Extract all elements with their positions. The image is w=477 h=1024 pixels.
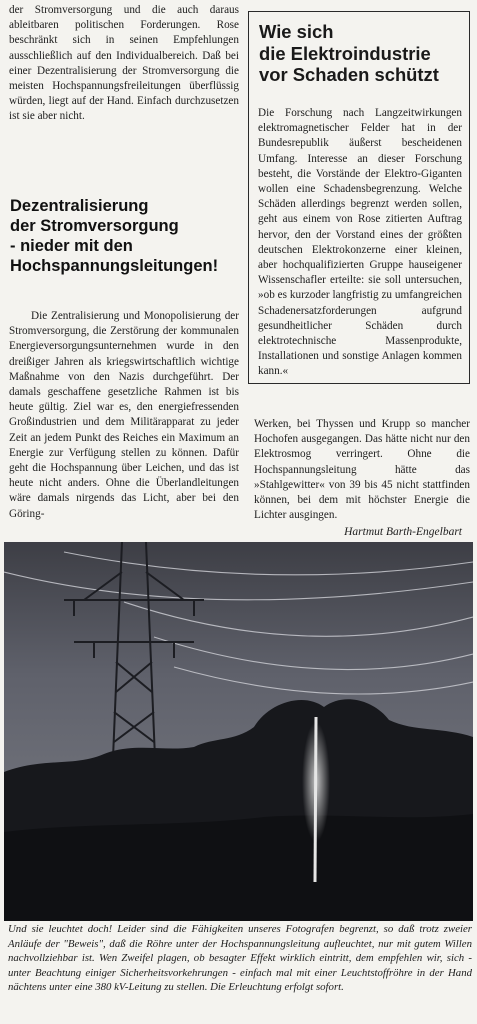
heading-line-2: der Stromversorgung bbox=[10, 217, 179, 235]
sidebar-title-line-2: die Elektroindustrie bbox=[259, 42, 431, 64]
left-column-body bbox=[9, 309, 239, 522]
sidebar-title-line-3: vor Schaden schützt bbox=[259, 64, 439, 85]
photo-caption: Und sie leuchtet doch! Leider sind die Fähigkeiten unseres Fotografen begrenzt, so daß trotz zweier Anläufe der "Beweis", daß die Röhre unter der Hochspannungsleitung aufleuchtet, nur mit gutem Willen nachvollziehbar ist. Wen Zweifel plagen, ob besagter Effekt wirklich eintritt, dem empfehlen wir, sich - unter Beachtung einiger Sicherheitsvorkehrungen - einfach mal mit einer Leuchtstoffröhre in der Hand nächtens unter eine 380 kV-Leitung zu stellen. Die Erleuchtung erfolgt sofort. bbox=[8, 923, 472, 994]
author-byline: Hartmut Barth-Engelbart bbox=[344, 526, 462, 538]
continuation-paragraph: Werken, bei Thyssen und Krupp so mancher Hochofen ausgegangen. Das hätte nicht nur den Elektrosmog verringert. Ohne die Hochspannungsleitung hätte das »Stahlgewitter« von 39 bis 45 nicht stattfinden können, bei dem mit höchster Energie die Lichter ausgingen. bbox=[254, 418, 470, 522]
glowing-tube bbox=[315, 717, 316, 882]
body-paragraph: Die Zentralisierung und Monopolisierung der Stromversorgung, die Zerstörung der kommunalen Energieversorgungsunternehmen wurde in den dreißiger Jahren als kriegswirtschaftlich wichtige Maßnahme von den Nazis durchgeführt. Der damals geschaffene gesetzliche Rahmen ist bis heute gültig. Ziel war es, den energiefressenden Großindustrien und dem Militärapparat zu jeder Zeit an jedem Punkt des Reiches ein Maximum an Energie zur Verfügung stellen zu können. Dafür geht die Hochspannung über Leichen, und das ist heute nicht anders. Ohne die Überlandleitungen wäre damals nirgends das Licht, aber bei den Göring- bbox=[9, 310, 239, 520]
pylon-photo bbox=[4, 542, 473, 921]
heading-line-4: Hochspannungsleitungen! bbox=[10, 257, 219, 275]
section-heading bbox=[10, 196, 238, 276]
intro-paragraph: der Stromversorgung und die auch daraus ableitbaren politischen Forderungen. Rose beschränkt sich in seinen Empfehlungen ausschließlich auf den Individualbereich. Daß bei einer Dezentralisierung der Stromversorgung die meisten Hochspannungsfreileitungen überflüssig würden, liegt auf der Hand. Einfach durchzusetzen ist sie aber nicht. bbox=[9, 4, 239, 123]
heading-line-1: Dezentralisierung bbox=[10, 197, 149, 215]
sidebar-title-line-1: Wie sich bbox=[259, 21, 334, 42]
foreground-field bbox=[4, 814, 473, 921]
pylon-photo-graphic bbox=[4, 542, 473, 921]
heading-line-3: - nieder mit den bbox=[10, 237, 133, 255]
sidebar-box bbox=[248, 11, 470, 384]
sidebar-title bbox=[259, 21, 464, 86]
sidebar-text: Die Forschung nach Langzeitwirkungen elektromagnetischer Felder hat in der Bundesrepublik äußerst bescheidenen Umfang. Interesse an dieser Forschung besteht, die Vorstände der Elektro-Giganten wollen eine Schadensbegrenzung. Welche Schäden allerdings begrenzt werden sollen, geht aus einem von Rose zitierten Auftrag hervor, den der Vorstand eines der größten deutschen Elektrokonzerne einer kleinen, aber hochqualifizierten Gruppe hauseigener Wissenschafler erteilte: sie soll untersuchen, »ob es kurzoder langfristig zu umfangreichen Schadenersatzforderungen aufgrund gesundheitlicher Schäden durch elektrotechnische Massenprodukte, Installationen und sonstige Anlagen kommen kann.« bbox=[258, 107, 462, 378]
